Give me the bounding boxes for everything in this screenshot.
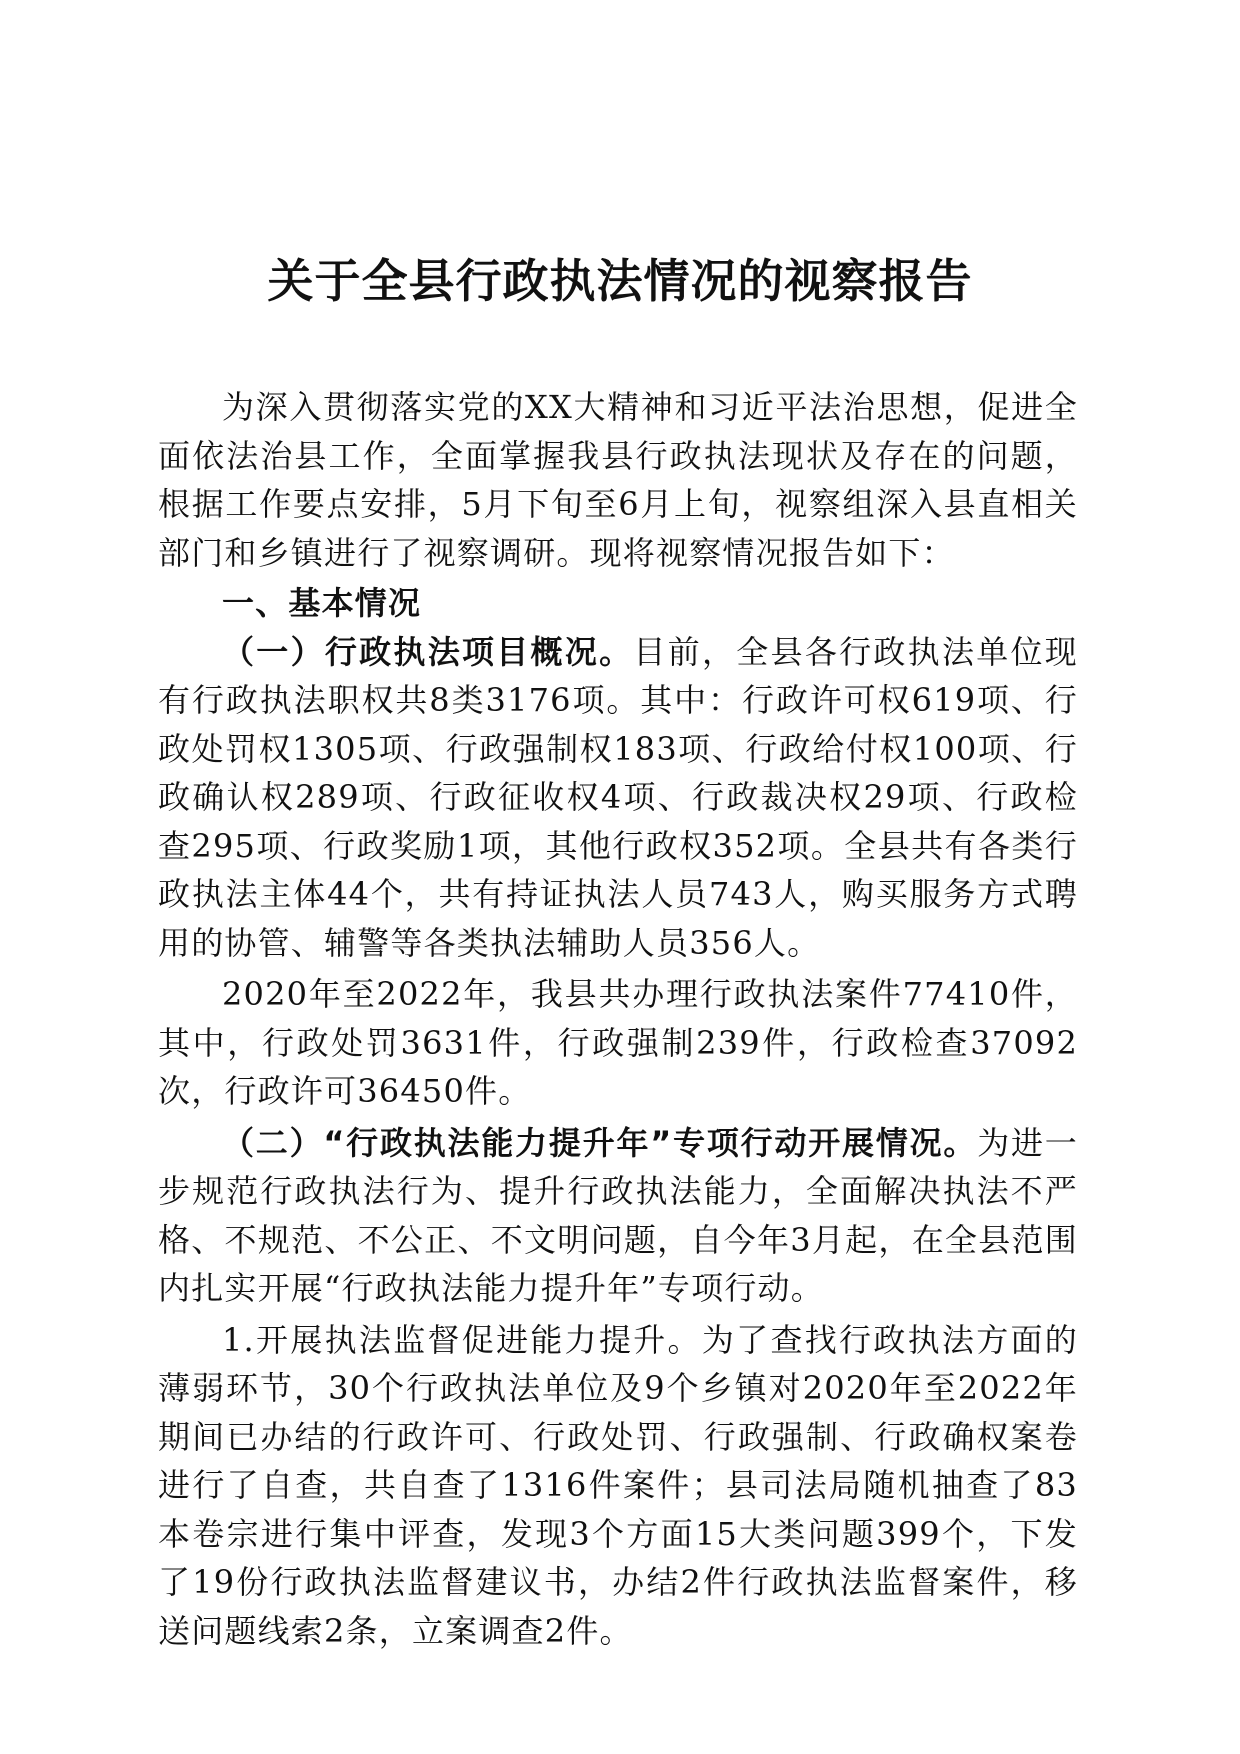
intro-paragraph [158, 383, 1078, 577]
intro-text: 为深入贯彻落实党的XX大精神和习近平法治思想，促进全面依法治县工作，全面掌握我县行政执法现状及存在的问题，根据工作要点安排，5月下旬至6月上旬，视察组深入县直相关部门和乡镇进行了视察调研。现将视察情况报告如下： [158, 388, 1078, 572]
paragraph-text: 为进一步规范行政执法行为、提升行政执法能力，全面解决执法不严格、不规范、不公正、不文明问题，自今年3月起，在全县范围内扎实开展“行政执法能力提升年”专项行动。 [158, 1123, 1078, 1307]
paragraph-text: 目前，全县各行政执法单位现有行政执法职权共8类3176项。其中：行政许可权619项、行政处罚权1305项、行政强制权183项、行政给付权100项、行政确认权289项、行政征收权4项、行政裁决权29项、行政检查295项、行政奖励1项，其他行政权352项。全县共有各类行政执法主体44个，共有持证执法人员743人，购买服务方式聘用的协管、辅警等各类执法辅助人员356人。 [158, 632, 1078, 962]
subsection-heading-1: （一）行政执法项目概况。 [222, 632, 634, 671]
section-heading-text: 一、基本情况 [222, 584, 422, 622]
paragraph-special-action [158, 1119, 1078, 1313]
paragraph-case-statistics [158, 970, 1078, 1116]
subsection-heading-2: （二）“行政执法能力提升年”专项行动开展情况。 [222, 1123, 978, 1162]
paragraph-supervision [158, 1316, 1078, 1656]
document-title: 关于全县行政执法情况的视察报告 [267, 254, 973, 308]
paragraph-text: 1.开展执法监督促进能力提升。为了查找行政执法方面的薄弱环节，30个行政执法单位及9个乡镇对2020年至2022年期间已办结的行政许可、行政处罚、行政强制、行政确权案卷进行了自查，共自查了1316件案件；县司法局随机抽查了83本卷宗进行集中评查，发现3个方面15大类问题399个，下发了19份行政执法监督建议书，办结2件行政执法监督案件，移送问题线索2条，立案调查2件。 [158, 1320, 1078, 1650]
paragraph-enforcement-overview [158, 628, 1078, 968]
section-heading-basic-situation [158, 579, 1078, 628]
paragraph-text: 2020年至2022年，我县共办理行政执法案件77410件，其中，行政处罚3631件，行政强制239件，行政检查37092次，行政许可36450件。 [158, 975, 1078, 1110]
document-body [158, 383, 1078, 1655]
